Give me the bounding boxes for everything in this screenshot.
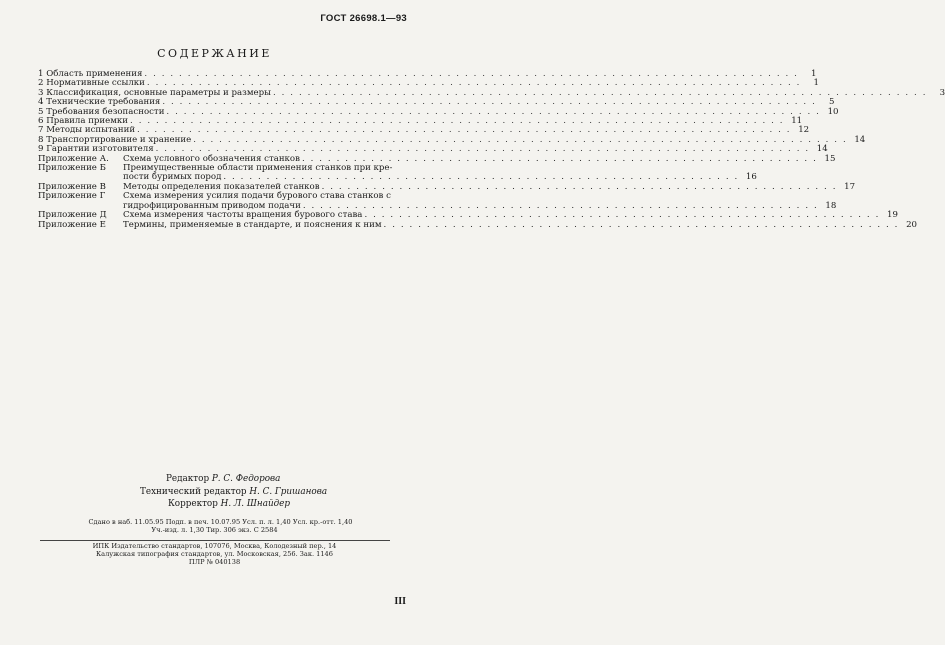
- toc-entry-label: 6 Правила приемки: [38, 116, 129, 127]
- imprint-line: Уч.-изд. л. 1,30 Тир. 306 экз. С 2584: [151, 526, 278, 535]
- leader-dots: . . . . . . . . . . . . . . . . . . . . . . . . . . . . . . . . . . . . . . . . . . . . . . . . . . . . . . . . . . . .: [383, 219, 900, 230]
- imprint-block: [0, 518, 429, 534]
- toc-entry-page: 1: [811, 69, 817, 79]
- appendix-page: 15: [824, 153, 836, 164]
- toc-entry[interactable]: [38, 144, 828, 155]
- appendix-label: Приложение Б: [38, 163, 106, 174]
- editor-role: Редактор: [166, 474, 210, 484]
- appendix-title-cont: пости буримых пород: [123, 172, 222, 183]
- publisher-block: [0, 542, 429, 567]
- appendix-page: 19: [886, 210, 898, 221]
- appendix-label: Приложение В: [38, 181, 106, 192]
- appendix-title: Схема измерения усилия подачи бурового става станков с: [123, 191, 391, 202]
- toc-entry-label: 2 Нормативные ссылки: [38, 78, 145, 89]
- toc-entry-label: 1 Область применения: [38, 69, 143, 79]
- appendix-label: Приложение Е: [38, 219, 106, 230]
- leader-dots: . . . . . . . . . . . . . . . . . . . . . . . . . . . . . . . . . . . . . . . . . . . . . . . . . . . . . . . . . . . .: [223, 172, 739, 183]
- leader-dots: . . . . . . . . . . . . . . . . . . . . . . . . . . . . . . . . . . . . . . . . . . . . . . . . . . . . . . . . . . . .: [301, 153, 818, 164]
- publisher-line: ПЛР № 040138: [188, 558, 241, 567]
- toc-entry-page: 14: [816, 144, 828, 155]
- toc-title: СОДЕРЖАНИЕ: [157, 47, 272, 60]
- appendix-title: Методы определения показателей станков: [123, 181, 320, 192]
- editor-credit: [166, 473, 429, 486]
- tech-editor-role: Технический редактор: [140, 486, 247, 497]
- page-number: III: [394, 596, 406, 607]
- imprint-line: Сдано в наб. 11.05.95 Подп. в печ. 10.07.95 Усл. п. л. 1,40 Усл. кр.-отт. 1,40: [88, 518, 353, 526]
- corrector-role: Корректор: [168, 499, 218, 510]
- leader-dots: . . . . . . . . . . . . . . . . . . . . . . . . . . . . . . . . . . . . . . . . . . . . . . . . . . . . . . . . . . . .: [302, 200, 819, 211]
- toc-entry-page: 14: [854, 134, 866, 145]
- appendix-title-cont: гидрофицированным приводом подачи: [123, 200, 301, 211]
- tech-editor-name: Н. С. Гришанова: [249, 486, 328, 497]
- appendix-page: 16: [745, 172, 757, 183]
- toc-appendix-entry[interactable]: [38, 191, 837, 211]
- appendix-page: 18: [825, 200, 837, 211]
- tech-editor-credit: [140, 486, 429, 499]
- appendix-label: Приложение Д: [38, 210, 107, 221]
- toc-entry-page: 11: [791, 116, 803, 127]
- toc-entry-page: 10: [827, 106, 839, 117]
- table-of-contents: [38, 69, 945, 230]
- toc-entry-label: 4 Технические требования: [38, 97, 161, 108]
- toc-entry-page: 3: [939, 87, 945, 98]
- leader-dots: . . . . . . . . . . . . . . . . . . . . . . . . . . . . . . . . . . . . . . . . . . . . . . . . . . . . . . . . . . . .: [364, 210, 880, 221]
- publisher-line: ИПК Издательство стандартов, 107076, Москва, Колодезный пер., 14: [92, 542, 337, 550]
- appendix-label: Приложение А.: [38, 153, 109, 164]
- appendix-title: Термины, применяемые в стандарте, и пояснения к ним: [123, 219, 382, 230]
- toc-entry-page: 12: [798, 125, 810, 136]
- publisher-line: Калужская типография стандартов, ул. Московская, 256. Зак. 1146: [96, 550, 333, 559]
- toc-entry-page: 5: [828, 97, 835, 108]
- toc-entry-label: 5 Требования безопасности: [38, 106, 165, 117]
- toc-entry-label: 3 Классификация, основные параметры и размеры: [38, 87, 271, 98]
- toc-appendix-entry[interactable]: [38, 163, 757, 183]
- leader-dots: . . . . . . . . . . . . . . . . . . . . . . . . . . . . . . . . . . . . . . . . . . . . . . . . . . . . . . . . . . . .: [321, 181, 838, 192]
- toc-entry-label: 8 Транспортирование и хранение: [38, 134, 192, 145]
- appendix-label: Приложение Г: [38, 191, 106, 202]
- editor-name: Р. С. Федорова: [211, 474, 281, 484]
- toc-entry-label: 9 Гарантии изготовителя: [38, 144, 154, 155]
- toc-entry-label: 7 Методы испытаний: [38, 125, 136, 136]
- leader-dots: [156, 145, 810, 154]
- appendix-page: 20: [906, 219, 918, 230]
- corrector-name: Н. Л. Шнайдер: [220, 499, 291, 510]
- appendix-title: Преимущественные области применения станков при кре-: [123, 163, 393, 174]
- appendix-page: 17: [844, 181, 856, 192]
- toc-appendix-entry[interactable]: [38, 219, 918, 230]
- appendix-title: Схема измерения частоты вращения бурового става: [123, 210, 363, 221]
- appendix-title: Схема условного обозначения станков: [123, 153, 300, 164]
- standard-code: ГОСТ 26698.1—93: [320, 13, 407, 24]
- divider: [40, 540, 390, 541]
- credits-block: [0, 473, 429, 511]
- corrector-credit: [168, 498, 429, 511]
- toc-entry-page: 1: [813, 78, 819, 89]
